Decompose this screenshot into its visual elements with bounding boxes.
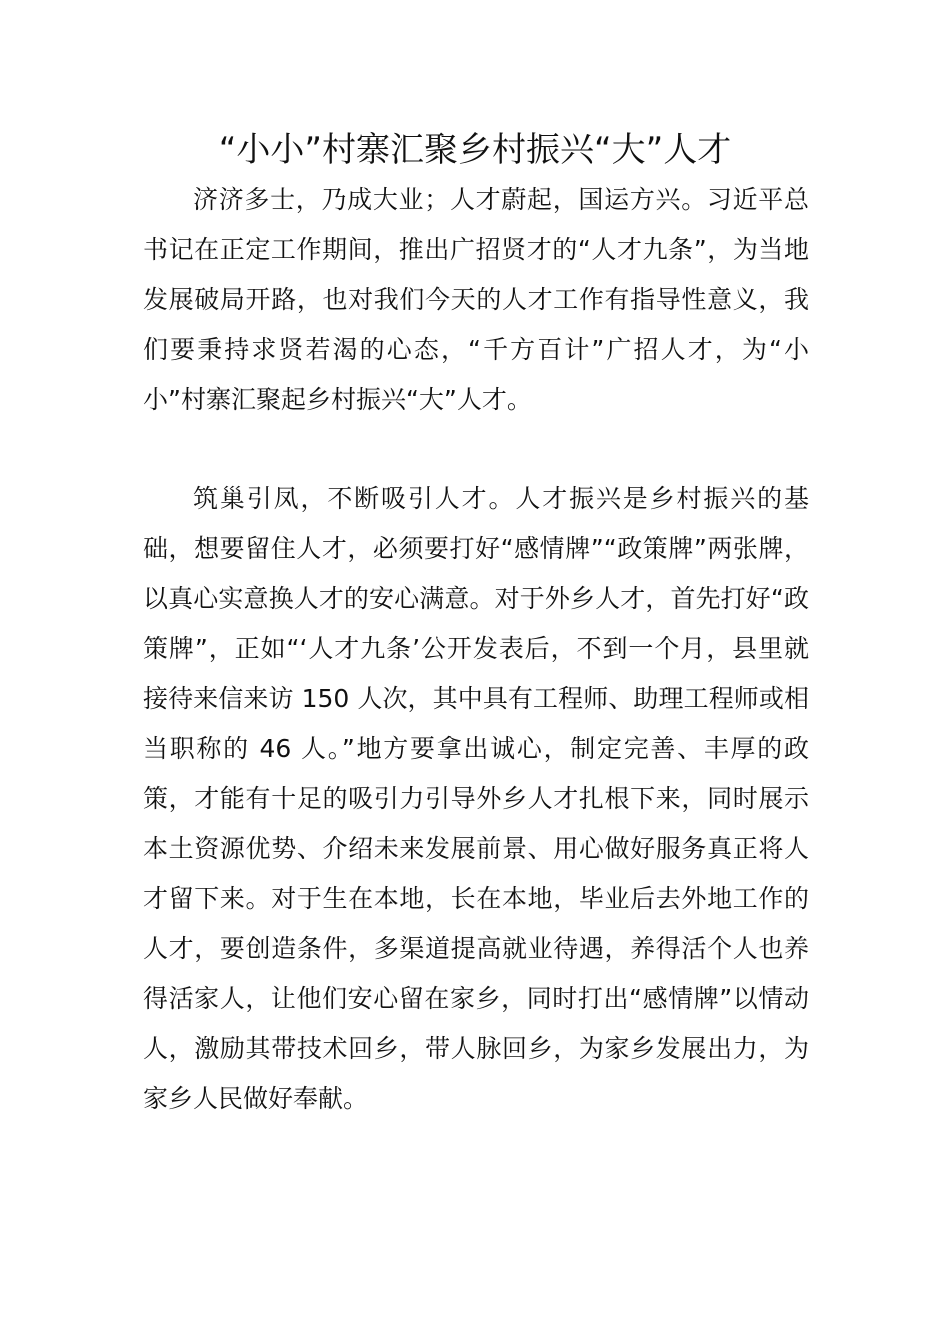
paragraph-attract-talent: 筑巢引凤，不断吸引人才。人才振兴是乡村振兴的基础，想要留住人才，必须要打好“感情牌”“政策牌”两张牌，以真心实意换人才的安心满意。对于外乡人才，首先打好“政策牌”，正如“‘人才九条’公开发表后，不到一个月，县里就接待来信来访 150 人次，其中具有工程师、助理工程师或相当职称的 46 人。”地方要拿出诚心，制定完善、丰厚的政策，才能有十足的吸引力引导外乡人才扎根下来，同时展示本土资源优势、介绍未来发展前景、用心做好服务真正将人才留下来。对于生在本地，长在本地，毕业后去外地工作的人才，要创造条件，多渠道提高就业待遇，养得活个人也养得活家人，让他们安心留在家乡，同时打出“感情牌”以情动人，激励其带技术回乡，带人脉回乡，为家乡发展出力，为家乡人民做好奉献。 [143, 484, 809, 1113]
paragraph-intro: 济济多士，乃成大业；人才蔚起，国运方兴。习近平总书记在正定工作期间，推出广招贤才的“人才九条”，为当地发展破局开路，也对我们今天的人才工作有指导性意义，我们要秉持求贤若渴的心态，“千方百计”广招人才，为“小小”村寨汇聚起乡村振兴“大”人才。 [143, 185, 809, 414]
document-title: “小小”村寨汇聚乡村振兴“大”人才 [218, 130, 732, 170]
